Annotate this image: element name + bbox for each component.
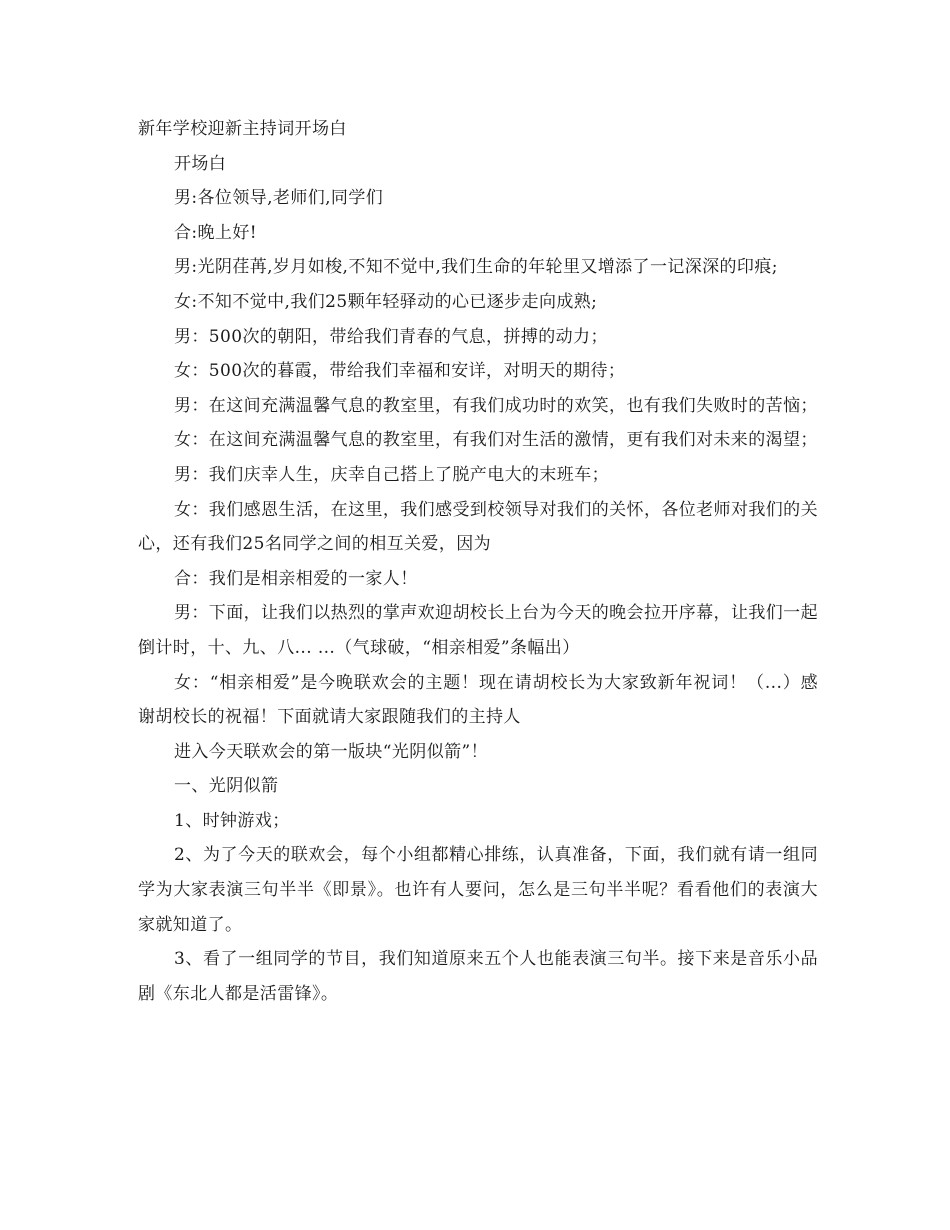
list-item: 2、为了今天的联欢会，每个小组都精心排练，认真准备，下面，我们就有请一组同学为大家表演三句半半《即景》。也许有人要问，怎么是三句半半呢？看看他们的表演大家就知道了。: [138, 845, 818, 935]
paragraph: 女：“相亲相爱”是今晚联欢会的主题！现在请胡校长为大家致新年祝词！（...）感谢胡校长的祝福！下面就请大家跟随我们的主持人: [138, 672, 818, 728]
list-item: 3、看了一组同学的节目，我们知道原来五个人也能表演三句半。接下来是音乐小品剧《东北人都是活雷锋》。: [138, 949, 818, 1004]
paragraph: 男:光阴荏苒,岁月如梭,不知不觉中,我们生命的年轮里又增添了一记深深的印痕;: [174, 257, 778, 278]
paragraph: 男：500次的朝阳，带给我们青春的气息，拼搏的动力；: [174, 326, 608, 347]
paragraph: 合:晚上好!: [174, 222, 257, 243]
list-item: 1、时钟游戏；: [174, 810, 290, 831]
paragraph: 女:不知不觉中,我们25颗年轻驿动的心已逐步走向成熟;: [174, 291, 598, 312]
paragraph: 女：500次的暮霞，带给我们幸福和安详，对明天的期待；: [174, 361, 626, 382]
document-title: 新年学校迎新主持词开场白: [138, 119, 347, 139]
paragraph: 男:各位领导,老师们,同学们: [174, 188, 384, 209]
paragraph: 男：下面，让我们以热烈的掌声欢迎胡校长上台为今天的晚会拉开序幕，让我们一起倒计时，十、九、八... ...（气球破，“相亲相爱”条幅出）: [138, 603, 818, 658]
paragraph: 合：我们是相亲相爱的一家人！: [174, 568, 418, 589]
paragraph: 男：我们庆幸人生，庆幸自己搭上了脱产电大的末班车；: [174, 464, 609, 485]
paragraph: 女：在这间充满温馨气息的教室里，有我们对生活的激情，更有我们对未来的渴望；: [174, 430, 818, 451]
paragraph: 进入今天联欢会的第一版块“光阴似箭”！: [174, 741, 488, 762]
paragraph-opening-label: 开场白: [174, 153, 227, 174]
paragraph: 女：我们感恩生活，在这里，我们感受到校领导对我们的关怀，各位老师对我们的关心，还有我们25名同学之间的相互关爱，因为: [138, 499, 818, 555]
section-heading: 一、光阴似箭: [174, 776, 279, 797]
paragraph: 男：在这间充满温馨气息的教室里，有我们成功时的欢笑，也有我们失败时的苦恼；: [174, 395, 818, 416]
document-body: [138, 112, 818, 1011]
